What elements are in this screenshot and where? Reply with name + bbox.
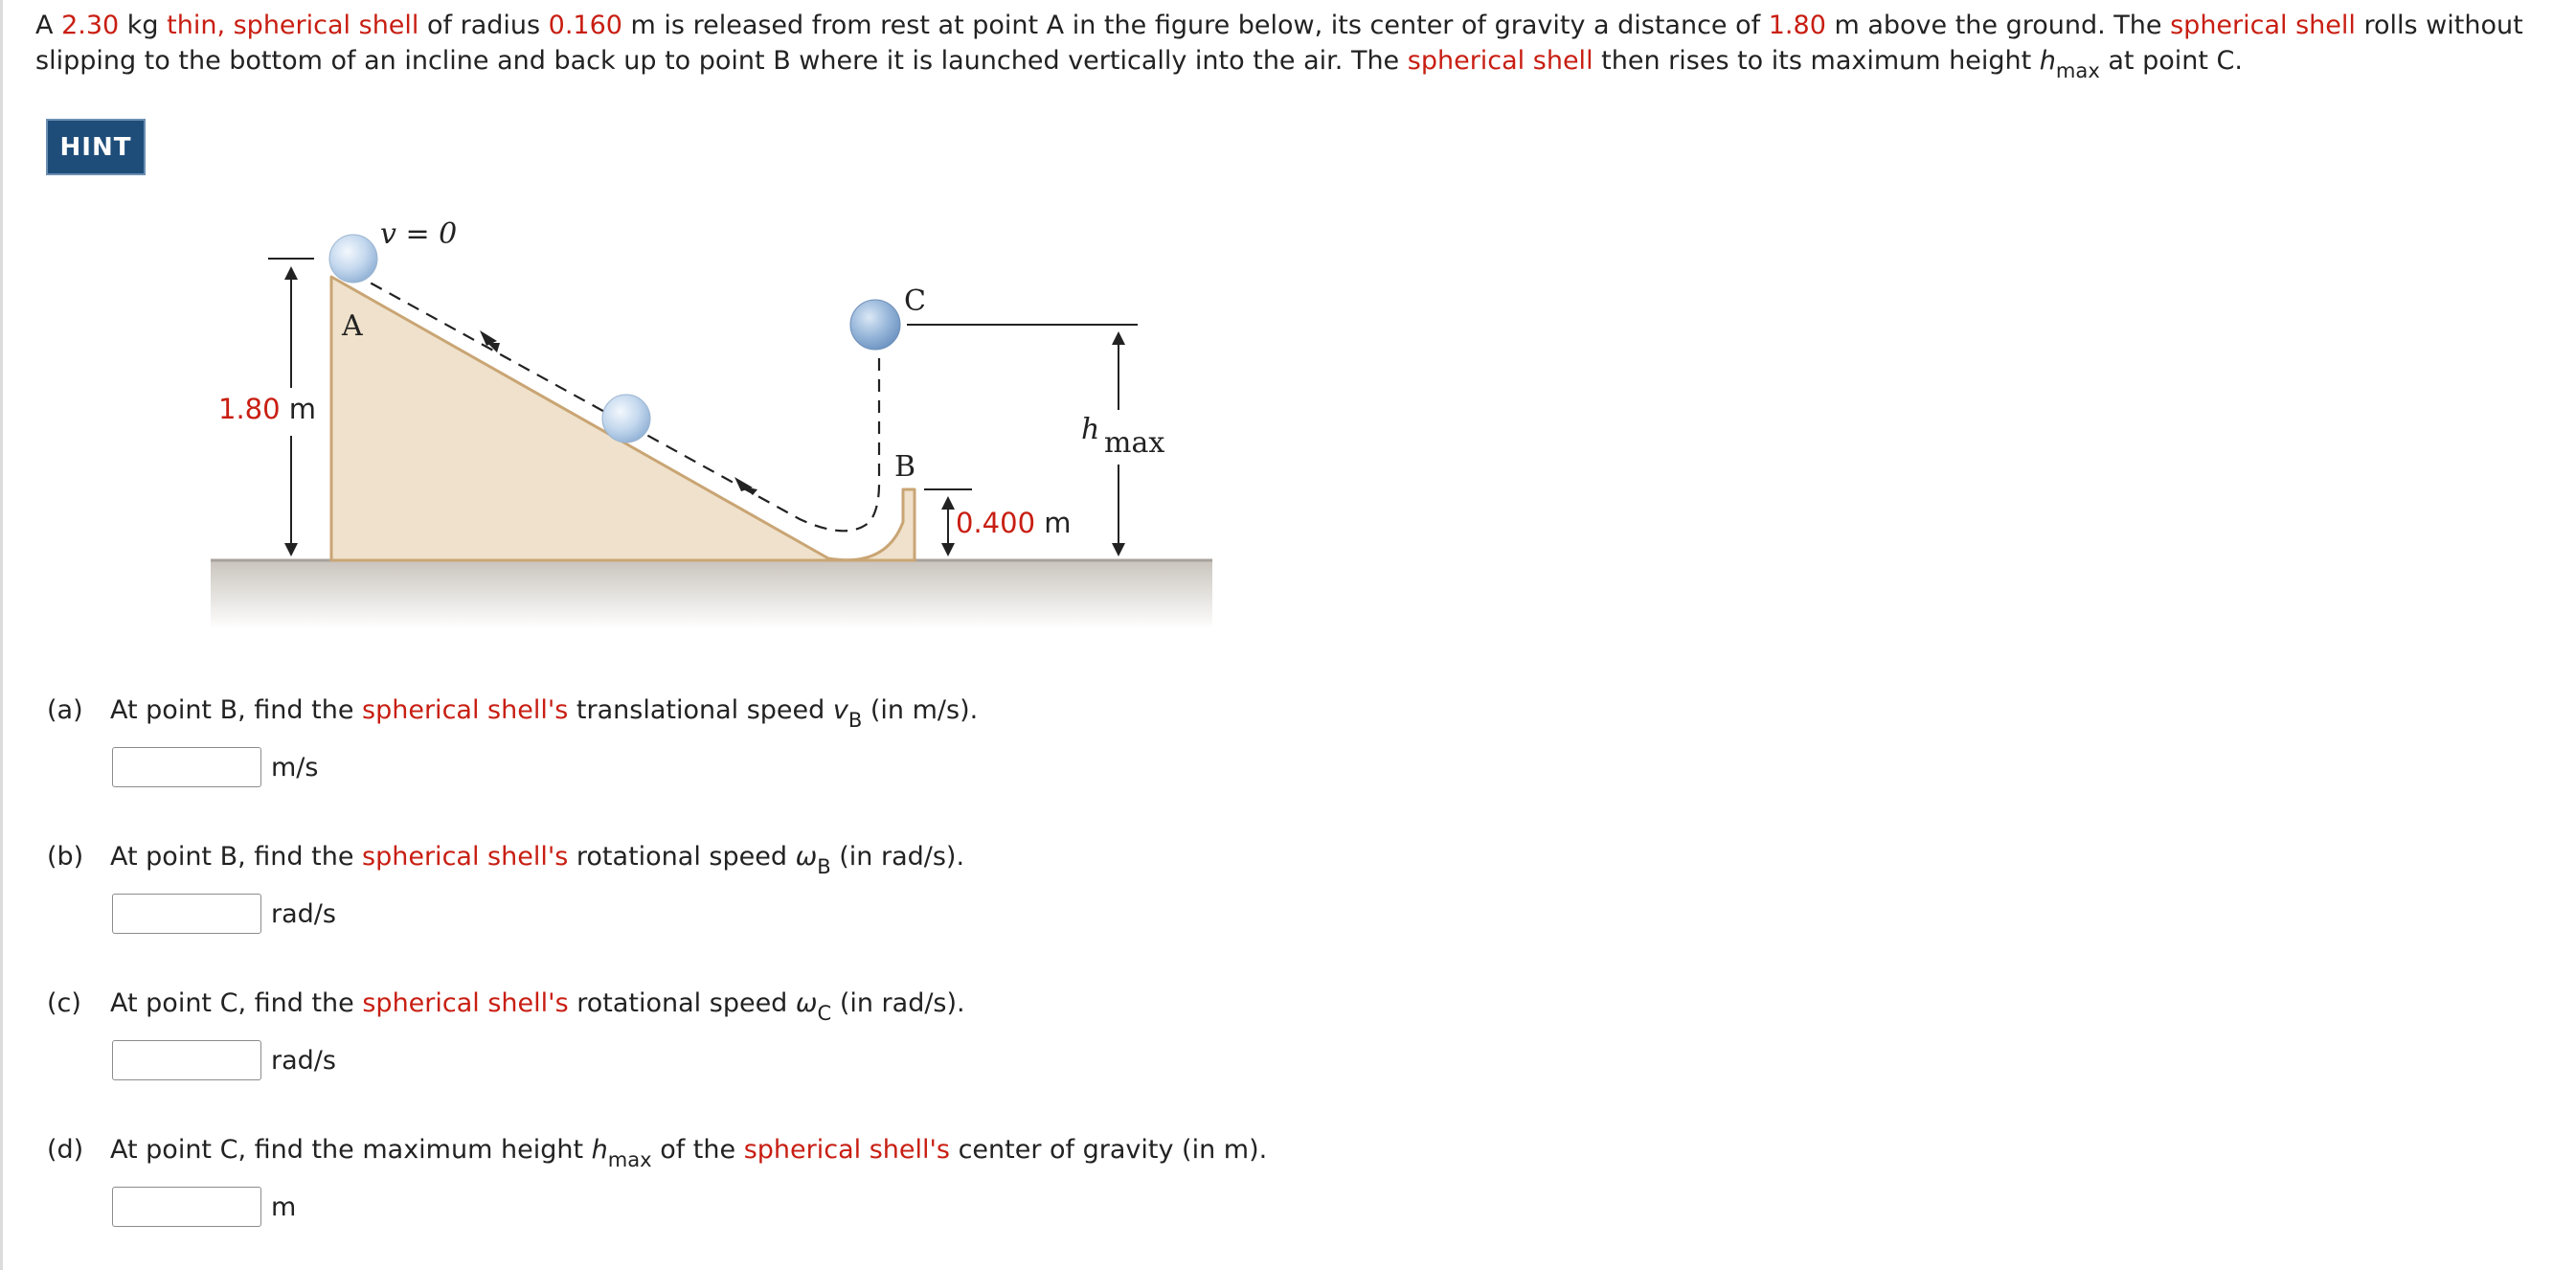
part-letter: (a) [47,695,83,725]
point-b-label: B [894,450,916,484]
shell-on-incline [602,395,650,442]
point-c-label: C [904,284,926,318]
incline-figure [3,0,2576,670]
unit-label: rad/s [271,1045,336,1076]
shell-at-c [850,300,900,350]
ground [211,560,1212,629]
part-letter: (b) [47,842,84,872]
answer-c-input[interactable] [112,1040,261,1080]
hmax-symbol: h [2039,46,2056,76]
point-a-label: A [342,309,363,343]
hint-button[interactable]: HINT [46,119,146,175]
unit-label: m/s [271,752,319,782]
object-name: spherical shell [2170,11,2356,40]
problem-statement: A 2.30 kg thin, spherical shell of radius 0.160 m is released from rest at point A in the figure below, its center of gravity a distance of 1.80 m above the ground. The spherical shell rolls without slipping to the bottom of an incline and back up to point B where it is launched vertically into the air. The spherical shell then rises to its maximum height $h_{max}$ at point C. [35,11,2523,82]
unit-label: m [271,1191,297,1222]
answer-d-input[interactable] [112,1187,261,1227]
ramp-height-label: 0.400 m [956,507,1072,539]
unit-label: rad/s [271,898,336,929]
v-zero-label: v = 0 [380,217,458,251]
question-text: At point C, find the maximum height $h_{max}$ of the spherical shell's center of gravity (in m). [110,1135,1268,1171]
shell-at-a [329,235,377,283]
height-label: 1.80 m [218,393,317,425]
part-letter: (c) [47,988,81,1018]
svg-text:max: max [1104,426,1165,460]
height-value: 1.80 [1768,11,1826,40]
object-name: thin, spherical shell [167,11,419,40]
answer-a-input[interactable] [112,747,261,787]
question-text: At point B, find the spherical shell's rotational speed $\omega_B$ (in rad/s). [110,842,965,878]
hmax-label: h [1081,413,1100,446]
object-name: spherical shell [1407,46,1593,76]
answer-b-input[interactable] [112,894,261,934]
question-text: At point C, find the spherical shell's rotational speed $\omega_C$ (in rad/s). [110,988,965,1025]
radius-value: 0.160 [548,11,622,40]
part-letter: (d) [47,1135,84,1165]
question-text: At point B, find the spherical shell's translational speed $v_B$ (in m/s). [110,695,979,732]
mass-value: 2.30 [61,11,120,40]
